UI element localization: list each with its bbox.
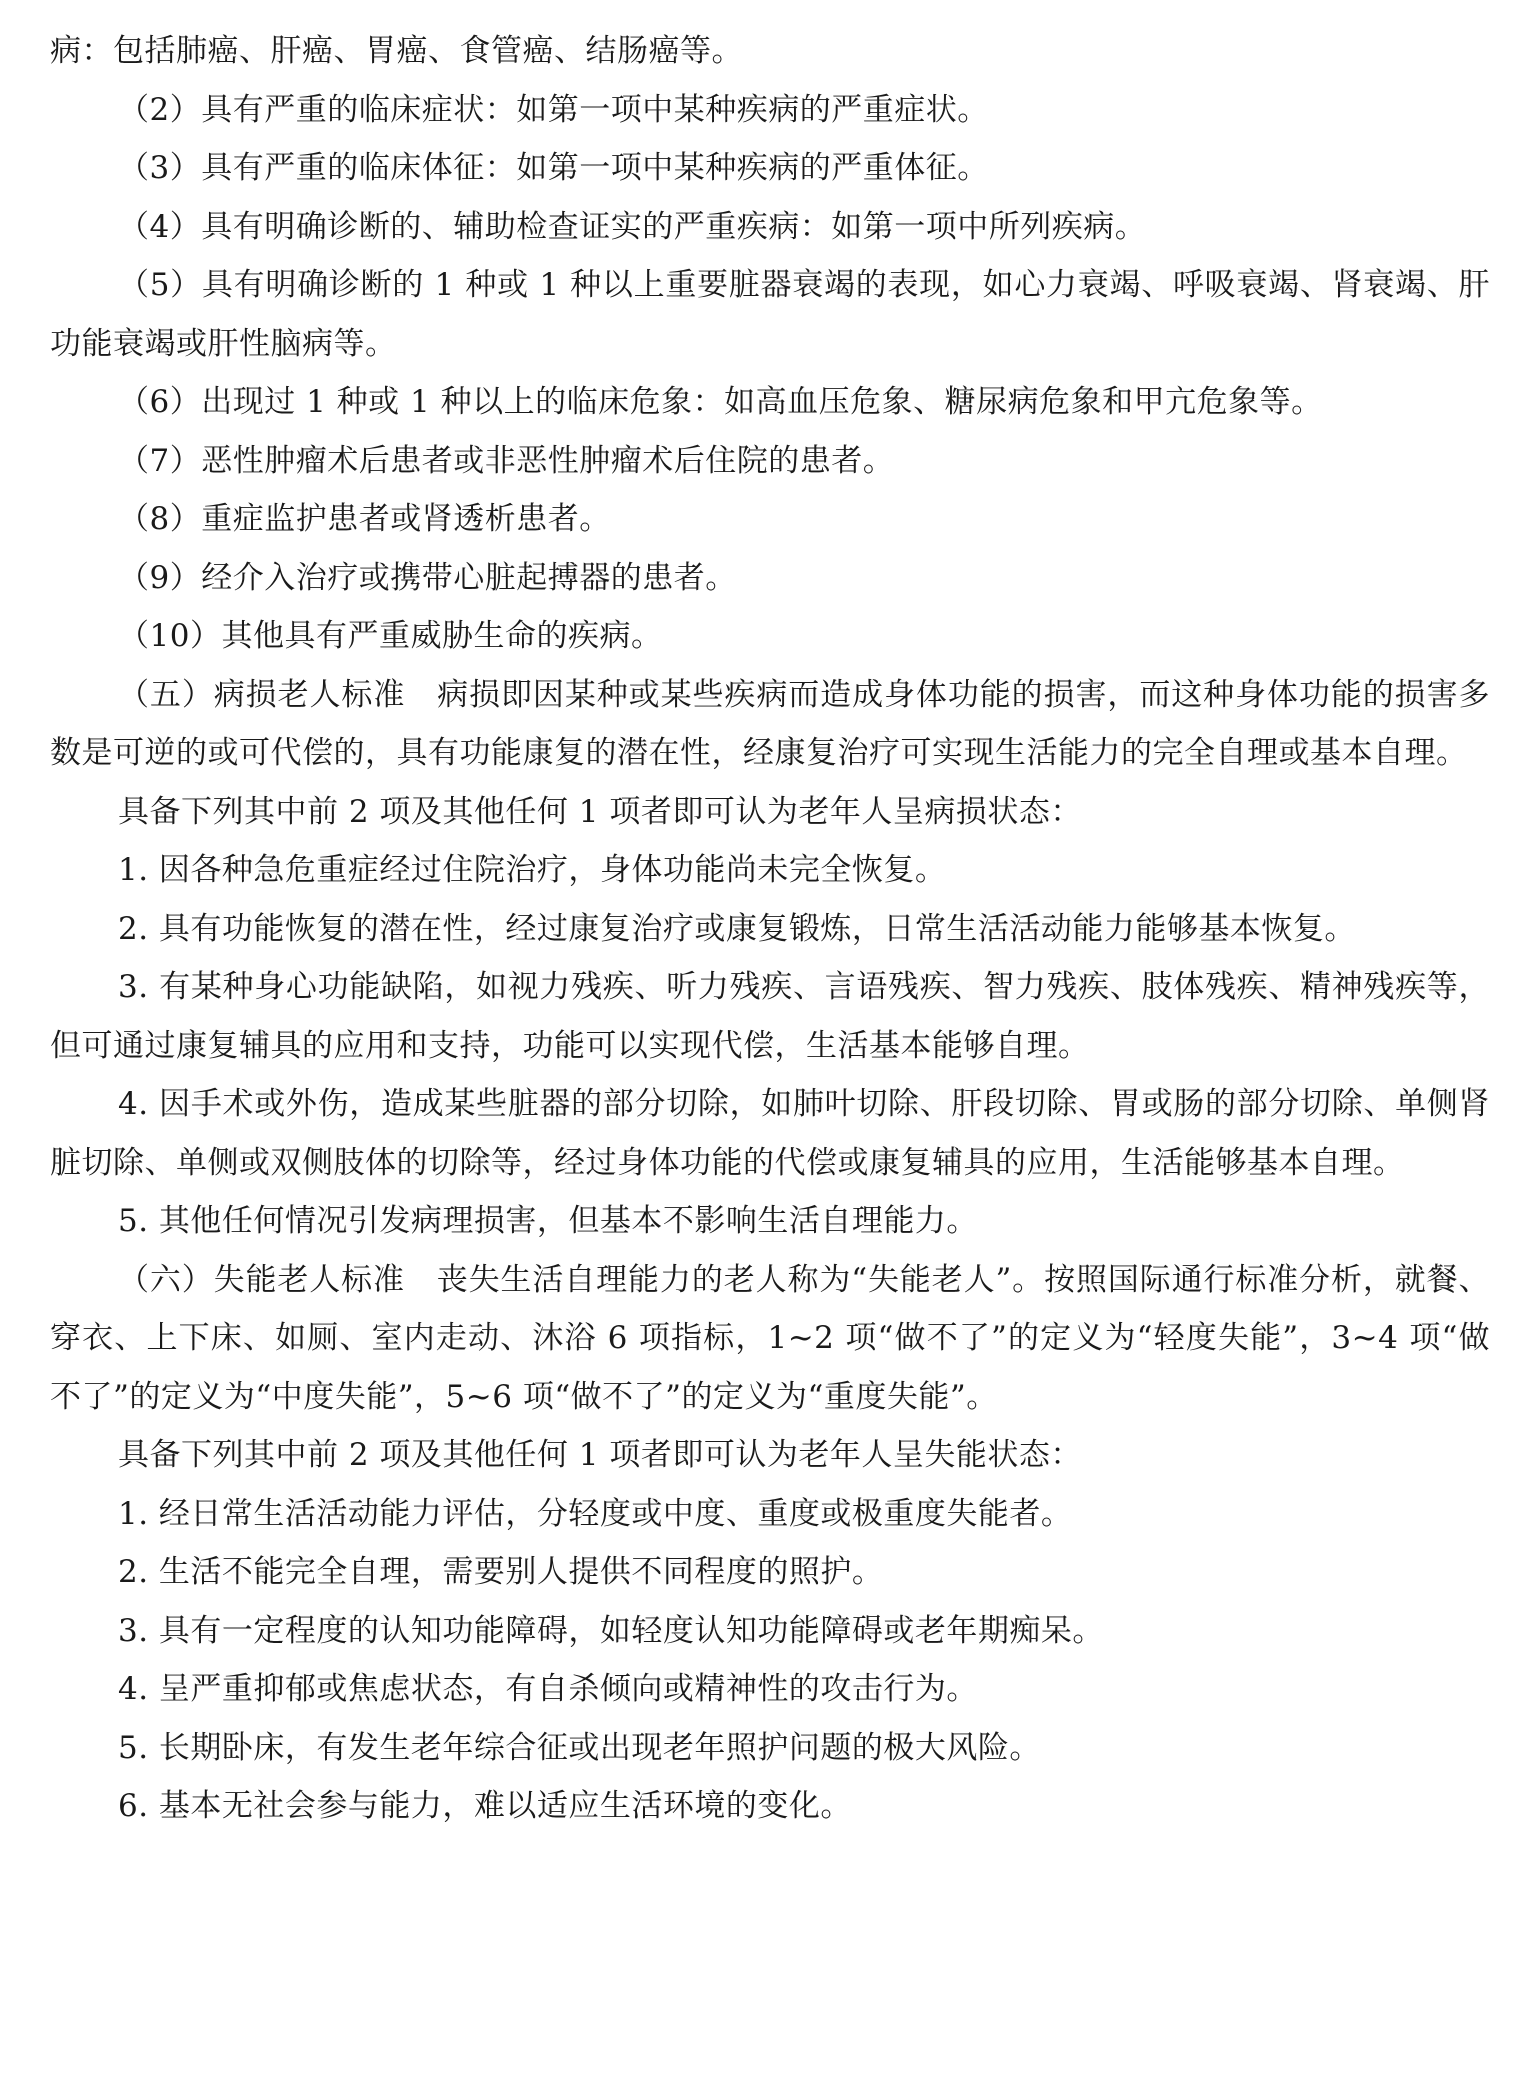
section-6-criterion-6: 6. 基本无社会参与能力，难以适应生活环境的变化。 <box>118 1788 852 1824</box>
section-5-criterion-2: 2. 具有功能恢复的潜在性，经过康复治疗或康复锻炼，日常生活活动能力能够基本恢复。 <box>118 910 1356 947</box>
section-6-criterion-3: 3. 具有一定程度的认知功能障碍，如轻度认知功能障碍或老年期痴呆。 <box>118 1612 1104 1649</box>
item-5: （5）具有明确诊断的 1 种或 1 种以上重要脏器衰竭的表现，如心力衰竭、呼吸衰竭、肾衰竭、肝功能衰竭或肝性脑病等。 <box>50 267 1490 362</box>
section-5-criterion-1: 1. 因各种急危重症经过住院治疗，身体功能尚未完全恢复。 <box>118 852 947 888</box>
section-6-criterion-1: 1. 经日常生活活动能力评估，分轻度或中度、重度或极重度失能者。 <box>118 1495 1073 1532</box>
item-7: （7）恶性肿瘤术后患者或非恶性肿瘤术后住院的患者。 <box>118 442 895 479</box>
section-5-criterion-5: 5. 其他任何情况引发病理损害，但基本不影响生活自理能力。 <box>118 1203 978 1239</box>
section-6-criterion-4: 4. 呈严重抑郁或焦虑状态，有自杀倾向或精神性的攻击行为。 <box>118 1671 978 1707</box>
document-page <box>50 22 1490 1836</box>
section-5-criterion-4: 4. 因手术或外伤，造成某些脏器的部分切除，如肺叶切除、肝段切除、胃或肠的部分切除、单侧肾脏切除、单侧或双侧肢体的切除等，经过身体功能的代偿或康复辅具的应用，生活能够基本自理。 <box>50 1086 1490 1181</box>
section-5-criterion-3: 3. 有某种身心功能缺陷，如视力残疾、听力残疾、言语残疾、智力残疾、肢体残疾、精神残疾等，但可通过康复辅具的应用和支持，功能可以实现代偿，生活基本能够自理。 <box>50 969 1490 1064</box>
item-2: （2）具有严重的临床症状：如第一项中某种疾病的严重症状。 <box>118 91 989 128</box>
section-5-criteria-intro: 具备下列其中前 2 项及其他任何 1 项者即可认为老年人呈病损状态： <box>118 793 1082 830</box>
item-10: （10）其他具有严重威胁生命的疾病。 <box>118 618 663 654</box>
item-6: （6）出现过 1 种或 1 种以上的临床危象：如高血压危象、糖尿病危象和甲亢危象等。 <box>118 384 1323 420</box>
section-5-heading-paragraph: （五）病损老人标准 病损即因某种或某些疾病而造成身体功能的损害，而这种身体功能的损害多数是可逆的或可代偿的，具有功能康复的潜在性，经康复治疗可实现生活能力的完全自理或基本自理。 <box>50 676 1490 771</box>
section-6-heading-paragraph: （六）失能老人标准 丧失生活自理能力的老人称为“失能老人”。按照国际通行标准分析，就餐、穿衣、上下床、如厕、室内走动、沐浴 6 项指标，1~2 项“做不了”的定义为“轻度失能”，3~4 项“做不了”的定义为“中度失能”，5~6 项“做不了”的定义为“重度失能”。 <box>50 1261 1490 1415</box>
item-4: （4）具有明确诊断的、辅助检查证实的严重疾病：如第一项中所列疾病。 <box>118 208 1147 245</box>
paragraph-continuation: 病：包括肺癌、肝癌、胃癌、食管癌、结肠癌等。 <box>50 33 743 69</box>
section-6-criterion-2: 2. 生活不能完全自理，需要别人提供不同程度的照护。 <box>118 1554 884 1590</box>
section-6-criteria-intro: 具备下列其中前 2 项及其他任何 1 项者即可认为老年人呈失能状态： <box>118 1437 1082 1473</box>
item-3: （3）具有严重的临床体征：如第一项中某种疾病的严重体征。 <box>118 150 989 186</box>
item-8: （8）重症监护患者或肾透析患者。 <box>118 501 611 537</box>
section-6-criterion-5: 5. 长期卧床，有发生老年综合征或出现老年照护问题的极大风险。 <box>118 1729 1041 1766</box>
item-9: （9）经介入治疗或携带心脏起搏器的患者。 <box>118 559 737 596</box>
